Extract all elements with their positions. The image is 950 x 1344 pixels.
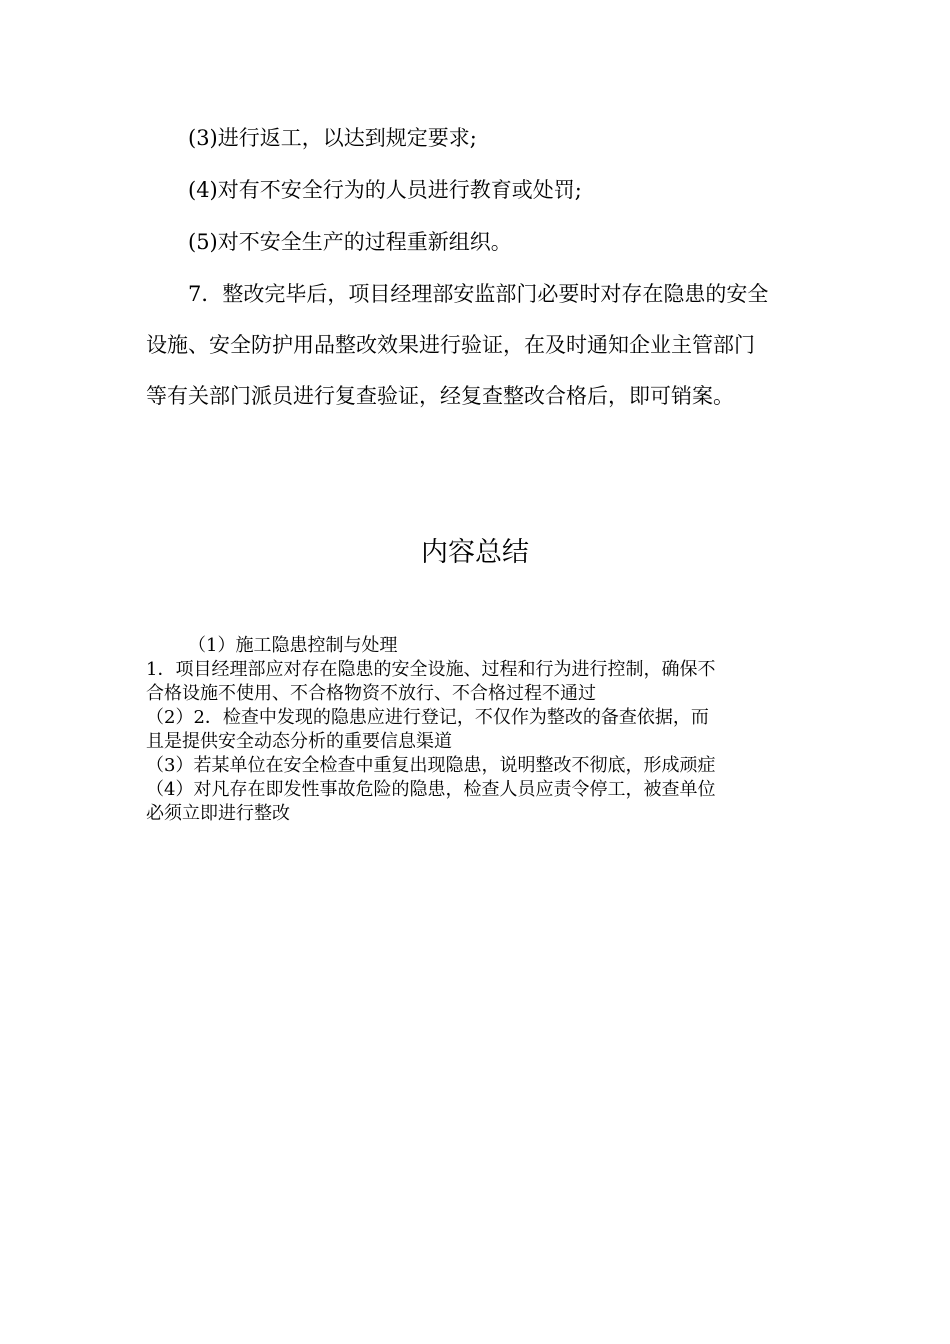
paragraph-7-line-3: 等有关部门派员进行复查验证，经复查整改合格后，即可销案。 (146, 384, 734, 408)
summary-line-6: （3）若某单位在安全检查中重复出现隐患，说明整改不彻底，形成顽症 (146, 755, 716, 776)
summary-title: 内容总结 (421, 537, 529, 568)
paragraph-7-line-1: 7．整改完毕后，项目经理部安监部门必要时对存在隐患的安全 (188, 282, 769, 306)
summary-line-3: 合格设施不使用、不合格物资不放行、不合格过程不通过 (146, 683, 596, 704)
paragraph-item-3: (3)进行返工，以达到规定要求; (188, 126, 477, 150)
paragraph-7-line-2: 设施、安全防护用品整改效果进行验证，在及时通知企业主管部门 (146, 333, 755, 357)
summary-line-5: 且是提供安全动态分析的重要信息渠道 (146, 731, 452, 752)
paragraph-item-4: (4)对有不安全行为的人员进行教育或处罚; (188, 178, 582, 202)
summary-line-2: 1．项目经理部应对存在隐患的安全设施、过程和行为进行控制，确保不 (146, 659, 716, 680)
paragraph-item-5: (5)对不安全生产的过程重新组织。 (188, 230, 512, 254)
summary-line-7: （4）对凡存在即发性事故危险的隐患，检查人员应责令停工，被查单位 (146, 779, 716, 800)
summary-line-8: 必须立即进行整改 (146, 803, 290, 824)
summary-line-4: （2）2．检查中发现的隐患应进行登记，不仅作为整改的备查依据，而 (146, 707, 709, 728)
summary-line-1: （1）施工隐患控制与处理 (188, 635, 398, 656)
